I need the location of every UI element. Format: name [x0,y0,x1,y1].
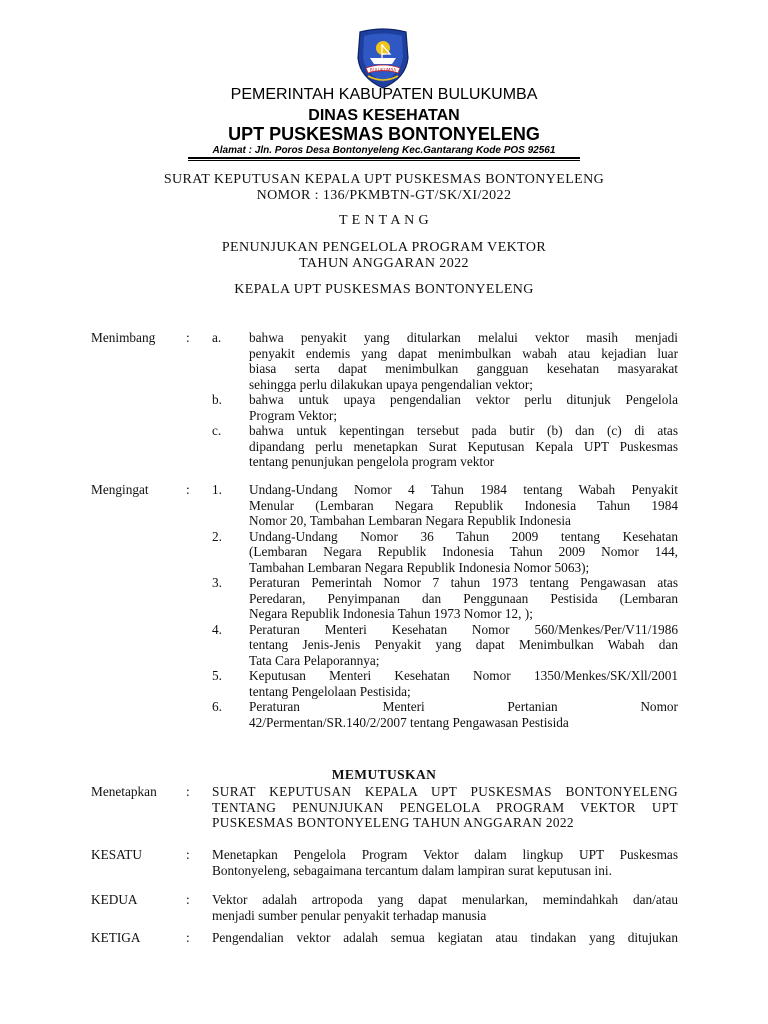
mengingat-marker: 3. [212,575,222,590]
mengingat-item-line: 42/Permentan/SR.140/2/2007 tentang Pengawasan Pestisida [249,714,569,730]
mengingat-item-line: Tata Cara Pelaporannya; [249,652,380,668]
menimbang-item-line: sehingga perlu dilakukan upaya pengendalian vektor; [249,376,533,392]
menimbang-colon: : [186,330,190,345]
menetapkan-line: SURAT KEPUTUSAN KEPALA UPT PUSKESMAS BONTONYELENG [212,784,678,799]
kedua-colon: : [186,892,190,907]
mengingat-item-line: tentang Pengelolaan Pestisida; [249,683,411,699]
letterhead-institution: UPT PUSKESMAS BONTONYELENG [228,124,540,144]
mengingat-item-line: Peraturan Menteri Pertanian Nomor [249,699,678,714]
menetapkan-label: Menetapkan [91,784,157,799]
mengingat-item-line: Undang-Undang Nomor 36 Tahun 2009 tentang Kesehatan [249,528,678,544]
mengingat-marker: 5. [212,668,222,683]
menimbang-item-line: penyakit endemis yang dapat menimbulkan wabah atau kejadian luar [249,345,678,361]
decree-number: NOMOR : 136/PKMBTN-GT/SK/XI/2022 [256,188,512,203]
mengingat-marker: 4. [212,621,222,637]
kesatu-label: KESATU [91,847,142,862]
letterhead-divider [188,157,580,159]
ketiga-line: Pengendalian vektor adalah semua kegiatan atau tindakan yang ditujukan [212,930,678,945]
kedua-line: menjadi sumber penular penyakit terhadap manusia [212,907,487,923]
letterhead-address: Alamat : Jln. Poros Desa Bontonyeleng Kec.Gantarang Kode POS 92561 [212,145,556,156]
subject-line-1: PENUNJUKAN PENGELOLA PROGRAM VEKTOR [221,240,547,255]
menimbang-item-line: tentang penunjukan pengelola program vektor [249,454,495,469]
bulukumba-coat-of-arms-logo [354,28,412,90]
letterhead-agency: DINAS KESEHATAN [308,107,460,124]
subject-line-2: TAHUN ANGGARAN 2022 [299,256,469,271]
menimbang-label: Menimbang [91,330,156,345]
official-title: KEPALA UPT PUSKESMAS BONTONYELENG [234,282,534,297]
mengingat-item-line: Nomor 20, Tambahan Lembaran Negara Republik Indonesia [249,513,571,528]
kedua-line: Vektor adalah artropoda yang dapat menularkan, memindahkah dan/atau [212,892,678,907]
tentang-heading: T E N T A N G [339,213,429,228]
mengingat-item-line: Tambahan Lembaran Negara Republik Indonesia Nomor 5063); [249,559,590,575]
menimbang-item-line: bahwa untuk upaya pengendalian vektor perlu ditunjuk Pengelola [249,392,678,407]
menimbang-marker: a. [212,330,222,345]
mengingat-marker: 2. [212,528,222,544]
mengingat-item-line: Peraturan Menteri Kesehatan Nomor 560/Menkes/Per/V11/1986 [249,621,678,637]
logo-banner-text: BULUKUMBA [369,67,397,73]
mengingat-item-line: tentang Jenis-Jenis Penyakit yang dapat Menimbulkan Wabah dan [249,637,678,652]
menimbang-item-line: Program Vektor; [249,407,338,423]
mengingat-item-line: Menular (Lembaran Negara Republik Indonesia Tahun 1984 [249,497,678,513]
kesatu-colon: : [186,847,190,862]
kesatu-line: Menetapkan Pengelola Program Vektor dalam lingkup UPT Puskesmas [212,847,678,862]
mengingat-label: Mengingat [91,482,149,497]
mengingat-colon: : [186,482,190,497]
letterhead-divider-thin [188,160,580,161]
mengingat-marker: 1. [212,482,222,497]
mengingat-marker: 6. [212,699,222,714]
mengingat-item-line: Negara Republik Indonesia Tahun 1973 Nomor 12, ); [249,606,533,621]
menimbang-item-line: bahwa penyakit yang ditularkan melalui vektor masih menjadi [249,330,678,345]
menimbang-marker: b. [212,392,222,407]
menimbang-item-line: dipandang perlu menetapkan Surat Keputusan Kepala UPT Puskesmas [249,438,678,454]
menetapkan-line: PUSKESMAS BONTONYELENG TAHUN ANGGARAN 2022 [212,815,574,830]
menetapkan-line: TENTANG PENUNJUKAN PENGELOLA PROGRAM VEKTOR UPT [212,799,678,815]
mengingat-item-line: Keputusan Menteri Kesehatan Nomor 1350/Menkes/SK/Xll/2001 [249,668,678,683]
memutuskan-heading: MEMUTUSKAN [331,767,437,782]
mengingat-item-line: (Lembaran Negara Republik Indonesia Tahun 2009 Nomor 144, [249,544,678,559]
ketiga-label: KETIGA [91,930,141,945]
menimbang-item-line: biasa serta dapat menimbulkan gangguan kesehatan masyarakat [249,361,678,376]
menetapkan-colon: : [186,784,190,799]
menimbang-marker: c. [212,423,222,438]
mengingat-item-line: Undang-Undang Nomor 4 Tahun 1984 tentang Wabah Penyakit [249,482,678,497]
decree-title: SURAT KEPUTUSAN KEPALA UPT PUSKESMAS BONTONYELENG [163,172,605,187]
kedua-label: KEDUA [91,892,138,907]
letterhead-government: PEMERINTAH KABUPATEN BULUKUMBA [230,86,538,103]
mengingat-item-line: Peredaran, Penyimpanan dan Penggunaan Pestisida (Lembaran [249,590,678,606]
menimbang-item-line: bahwa untuk kepentingan tersebut pada butir (b) dan (c) di atas [249,423,678,438]
mengingat-item-line: Peraturan Pemerintah Nomor 7 tahun 1973 tentang Pengawasan atas [249,575,678,590]
kesatu-line: Bontonyeleng, sebagaimana tercantum dalam lampiran surat keputusan ini. [212,862,612,878]
ketiga-colon: : [186,930,190,945]
